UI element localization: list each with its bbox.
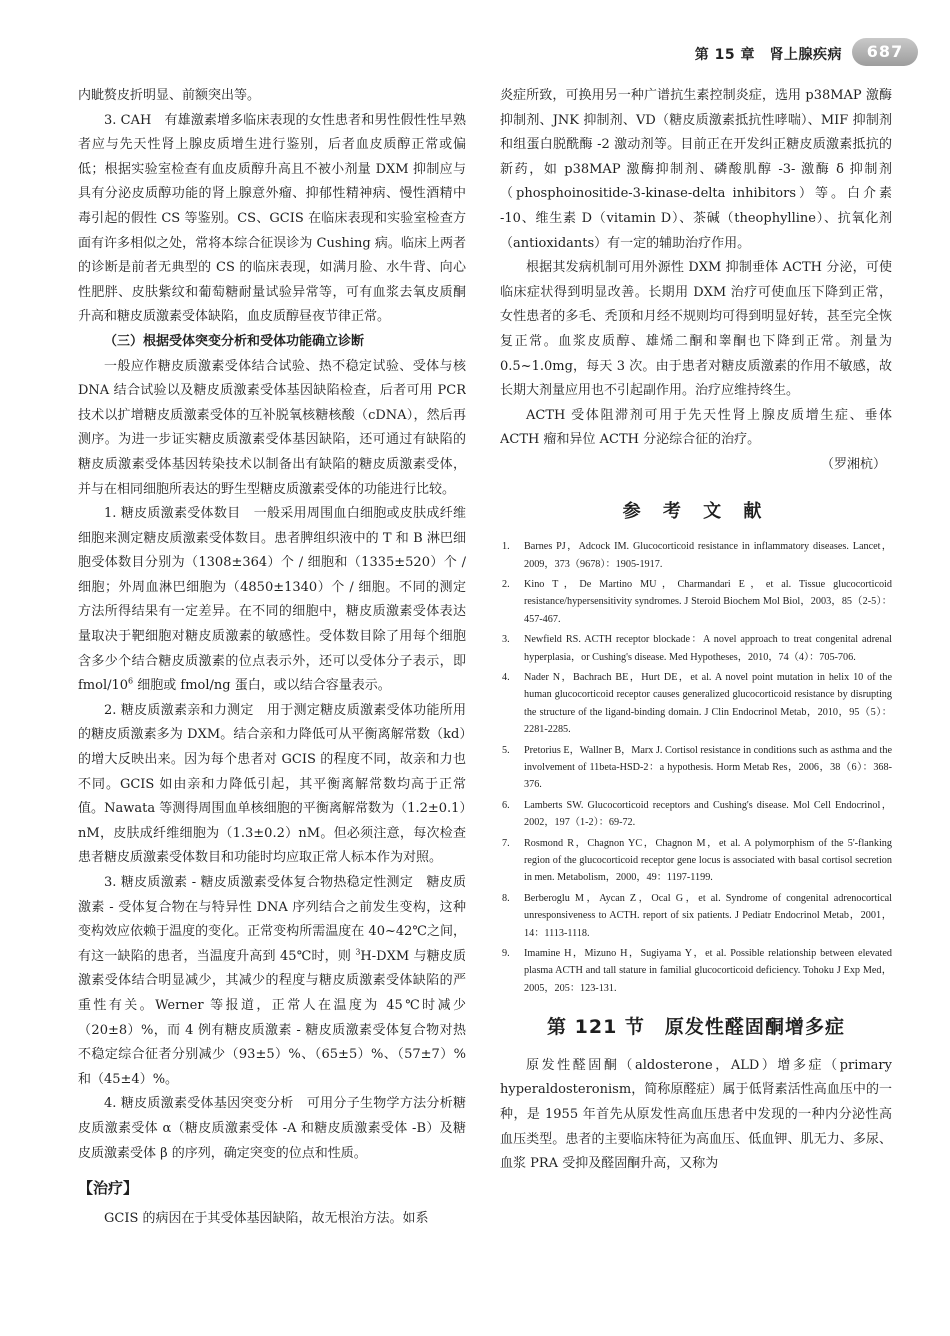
text-run: 1. 糖皮质激素受体数目 一般采用周围血白细胞或皮肤成纤维细胞来测定糖皮质激素受体数目。患者脾组织液中的 T 和 B 淋巴细胞受体数目分别为（1308±364）个 / 细胞和（1335±520）个 / 细胞；外周血淋巴细胞为（4850±1340）个 / 细胞。不同的测定方法所得结果有一定差异。在不同的细胞中，糖皮质激素受体表达量取决于靶细胞对糖皮质激素的敏感性。受体数目除了用每个细胞含多少个结合糖皮质激素的位点表示外，还可以受体分子表示，即 fmol/10 (78, 506, 466, 694)
page-header (0, 38, 950, 72)
reference-item (500, 538, 892, 573)
text-run: H-DXM 与糖皮质激素受体结合明显减少，其减少的程度与糖皮质激素受体缺陷的严重性有关。Werner 等报道，正常人在温度为 45℃时减少（20±8）%，而 4 例有糖皮质激素 - 糖皮质激素受体复合物对热不稳定综合征者分别减少（93±5）%、（65±5）%、（57±7）% 和（45±4）%。 (78, 948, 466, 1087)
text-run: 3. 糖皮质激素 - 糖皮质激素受体复合物热稳定性测定 糖皮质激素 - 受体复合物在与特异性 DNA 序列结合之前发生变构，这种变构效应依赖于温度的变化。正常变构所需温度在 40~42℃之间，有这一缺陷的患者，当温度升高到 45℃时，则 (78, 875, 466, 964)
references-heading: 参 考 文 献 (622, 500, 770, 522)
paragraph: GCIS 的病因在于其受体基因缺陷，故无根治方法。如系 (104, 1210, 429, 1226)
paragraph: 3. CAH 有雄激素增多临床表现的女性患者和男性假性性早熟者应与先天性肾上腺皮质增生进行鉴别，后者血皮质醇正常或偏低；根据实验室检查有血皮质醇升高且不被小剂量 DXM 抑制应与具有分泌皮质醇功能的肾上腺意外瘤、抑郁性精神病、慢性酒精中毒引起的假性 CS 等鉴别。CS、GCIS 在临床表现和实验室检查方面有许多相似之处，常将本综合征误诊为 Cushing 病。临床上两者的诊断是前者无典型的 CS 的临床表现，如满月脸、水牛背、向心性肥胖、皮肤紫纹和葡萄糖耐量试验异常等，可有血浆去氧皮质酮升高和糖皮质激素受体缺陷，血皮质醇昼夜节律正常。 (78, 112, 466, 325)
reference-item (500, 797, 892, 832)
reference-text: Lamberts SW. Glucocorticoid receptors and Cushing's disease. Mol Cell Endocrinol，2002，197（1-2）：69-72. (524, 799, 892, 829)
author-signature: （罗湘杭） (820, 456, 886, 472)
reference-item (500, 631, 892, 666)
reference-text: Kino T，De Martino MU，Charmandari E，et al. Tissue glucocorticoid resistance/hypersensitivity syndromes. J Steroid Biochem Mol Biol，2003，85（2-5）：457-467. (524, 578, 892, 625)
reference-number: 8. (502, 892, 510, 904)
subsection-heading: （三）根据受体突变分析和受体功能确立诊断 (104, 333, 365, 349)
reference-number: 4. (502, 671, 510, 683)
reference-text: Barnes PJ，Adcock IM. Glucocorticoid resistance in inflammatory diseases. Lancet，2009，373（9678）：1905-1917. (524, 541, 892, 570)
reference-number: 7. (502, 837, 510, 849)
reference-text: Newfield RS. ACTH receptor blockade：A novel approach to treat congenital adrenal hyperplasia，or Cushing's disease. Med Hypotheses，2010，74（4）：705-706. (524, 634, 892, 663)
paragraph: 炎症所致，可换用另一种广谱抗生素控制炎症，选用 p38MAP 激酶抑制剂、JNK 抑制剂、VD（糖皮质激素抵抗性哮喘）、MIF 抑制剂和组蛋白脱酰酶 -2 激动剂等。目前正在开发纠正糖皮质激素抵抗的新药，如 p38MAP 激酶抑制剂、磷酸肌醇 -3- 激酶 δ 抑制剂（phosphoinositide-3-kinase-delta inhibitors）等。白介素 -10、维生素 D（vitamin D）、茶碱（theophylline）、抗氧化剂（antioxidants）有一定的辅助治疗作用。 (500, 88, 892, 251)
reference-number: 2. (502, 578, 510, 590)
text-run: 细胞或 fmol/ng 蛋白，或以结合容量表示。 (133, 678, 391, 694)
reference-text: Nader N，Bachrach BE，Hurt DE，et al. A novel point mutation in helix 10 of the human glucocorticoid receptor causes generalized glucocorticoid resistance by disrupting the structure of the ligand-binding domain. J Clin Endocrinol Metab，2010，95（5）：2281-2285. (524, 671, 892, 736)
chapter-title: 第 15 章 肾上腺疾病 (694, 47, 842, 63)
left-column (78, 84, 466, 1314)
reference-item (500, 576, 892, 628)
reference-text: Berberoglu M，Aycan Z，Ocal G，et al. Syndrome of congenital adrenocortical unresponsiveness to ACTH. report of six patients. J Pediatr Endocrinol Metab，2001，14：1113-1118. (524, 892, 892, 939)
reference-number: 6. (502, 799, 510, 811)
reference-item (500, 669, 892, 739)
paragraph: 原发性醛固酮（aldosterone，ALD）增多症（primary hyperaldosteronism，简称原醛症）属于低肾素活性高血压中的一种，是 1955 年首先从原发性高血压患者中发现的一种内分泌性高血压类型。患者的主要临床特征为高血压、低血钾、肌无力、多尿、血浆 PRA 受抑及醛固酮升高，又称为 (500, 1057, 892, 1172)
references-list (500, 538, 892, 997)
reference-number: 5. (502, 744, 510, 756)
paragraph: 2. 糖皮质激素亲和力测定 用于测定糖皮质激素受体功能所用的糖皮质激素多为 DXM。结合亲和力降低可从平衡离解常数（kd）的增大反映出来。因为每个患者对 GCIS 的程度不同，故亲和力也不同。GCIS 如由亲和力降低引起，其平衡离解常数均高于正常值。Nawata 等测得周围血单核细胞的平衡离解常数为（1.2±0.1）nM，皮肤成纤维细胞为（1.3±0.2）nM。但必须注意，每次检查患者糖皮质激素受体数目和功能时均应取正常人标本作为对照。 (78, 702, 466, 866)
reference-number: 9. (502, 948, 510, 960)
reference-number: 1. (502, 541, 510, 553)
paragraph (78, 871, 466, 1092)
superscript: 3 (355, 947, 361, 957)
reference-item (500, 835, 892, 887)
right-column (500, 84, 892, 1314)
paragraph: ACTH 受体阻滞剂可用于先天性肾上腺皮质增生症、垂体 ACTH 瘤和异位 ACTH 分泌综合征的治疗。 (500, 407, 892, 448)
treatment-heading: 【治疗】 (78, 1179, 139, 1198)
superscript: 6 (128, 676, 134, 686)
page-number-badge: 687 (852, 38, 918, 66)
paragraph: 根据其发病机制可用外源性 DXM 抑制垂体 ACTH 分泌，可使临床症状得到明显改善。长期用 DXM 治疗可使血压下降到正常，女性患者的多毛、秃顶和月经不规则均可得到明显好转，甚至完全恢复正常。血浆皮质醇、雄烯二酮和睾酮也下降到正常。剂量为 0.5~1.0mg，每天 3 次。由于患者对糖皮质激素的作用不敏感，故长期大剂量应用也不引起副作用。治疗应维持终生。 (500, 260, 892, 399)
reference-text: Imamine H，Mizuno H，Sugiyama Y，et al. Possible relationship between elevated plasma ACTH and tall stature in familial glucocorticoid deficiency. Tohoku J Exp Med，2005，205：123-131. (524, 948, 892, 994)
reference-item (500, 742, 892, 794)
reference-text: Rosmond R，Chagnon YC，Chagnon M，et al. A polymorphism of the 5'-flanking region of the glucocorticoid receptor gene locus is associated with basal cortisol secretion in men. Metabolism，2000，49：1197-1199. (524, 837, 892, 884)
reference-item (500, 890, 892, 942)
paragraph: 一般应作糖皮质激素受体结合试验、热不稳定试验、受体与核 DNA 结合试验以及糖皮质激素受体基因缺陷检查，后者可用 PCR 技术以扩增糖皮质激素受体的互补脱氧核糖核酸（cDNA），然后再测序。为进一步证实糖皮质激素受体基因缺陷，还可通过有缺陷的糖皮质激素受体基因转染技术以制备出有缺陷的糖皮质激素受体，并与在相同细胞所表达的野生型糖皮质激素受体的功能进行比较。 (78, 358, 466, 497)
paragraph (78, 502, 466, 699)
paragraph: 内眦赘皮折明显、前额突出等。 (78, 88, 261, 103)
reference-number: 3. (502, 634, 510, 646)
reference-item (500, 945, 892, 997)
paragraph: 4. 糖皮质激素受体基因突变分析 可用分子生物学方法分析糖皮质激素受体 α（糖皮质激素受体 -A 和糖皮质激素受体 -B）及糖皮质激素受体 β 的序列，确定突变的位点和性质。 (78, 1096, 466, 1161)
section-title: 第 121 节 原发性醛固酮增多症 (547, 1016, 845, 1039)
reference-text: Pretorius E，Wallner B，Marx J. Cortisol resistance in conditions such as asthma and the involvement of 11beta-HSD-2：a hypothesis. Horm Metab Res，2006，38（6）：368-376. (524, 744, 892, 791)
